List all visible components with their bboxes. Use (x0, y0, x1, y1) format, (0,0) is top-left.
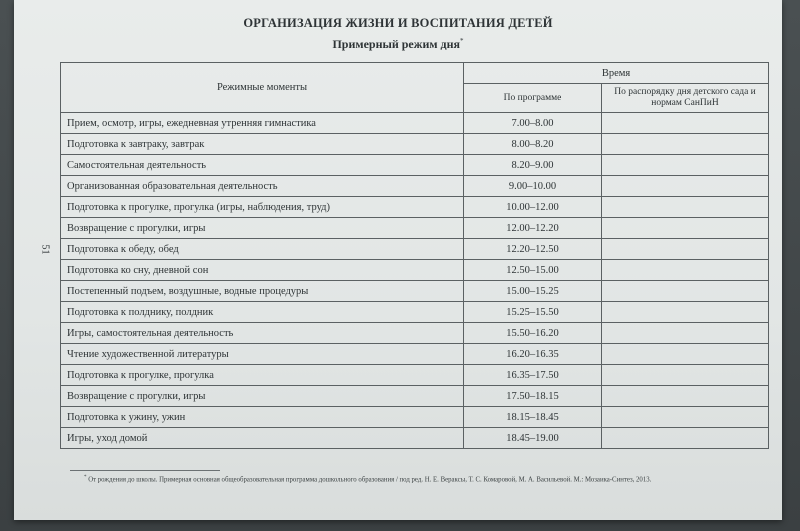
program-time-cell: 8.00–8.20 (464, 134, 602, 155)
program-time-cell: 12.50–15.00 (464, 260, 602, 281)
sanpin-time-cell (602, 113, 769, 134)
program-time-cell: 9.00–10.00 (464, 176, 602, 197)
sanpin-time-cell (602, 260, 769, 281)
regime-moment-cell: Подготовка ко сну, дневной сон (61, 260, 464, 281)
table-row (61, 344, 769, 365)
program-time-cell: 15.50–16.20 (464, 323, 602, 344)
program-time-cell: 12.00–12.20 (464, 218, 602, 239)
table-row (61, 302, 769, 323)
program-time-cell: 7.00–8.00 (464, 113, 602, 134)
program-time-cell: 16.35–17.50 (464, 365, 602, 386)
program-time-cell: 15.00–15.25 (464, 281, 602, 302)
footnote (84, 475, 744, 483)
schedule-table (60, 62, 769, 449)
header-moments: Режимные моменты (61, 63, 464, 113)
table-row (61, 134, 769, 155)
sanpin-time-cell (602, 176, 769, 197)
program-time-cell: 16.20–16.35 (464, 344, 602, 365)
footnote-mark: * (84, 475, 87, 480)
regime-moment-cell: Подготовка к завтраку, завтрак (61, 134, 464, 155)
sanpin-time-cell (602, 281, 769, 302)
sanpin-time-cell (602, 155, 769, 176)
footnote-divider (70, 470, 220, 471)
program-time-cell: 15.25–15.50 (464, 302, 602, 323)
regime-moment-cell: Прием, осмотр, игры, ежедневная утренняя гимнастика (61, 113, 464, 134)
regime-moment-cell: Постепенный подъем, воздушные, водные процедуры (61, 281, 464, 302)
regime-moment-cell: Организованная образовательная деятельность (61, 176, 464, 197)
program-time-cell: 12.20–12.50 (464, 239, 602, 260)
regime-moment-cell: Подготовка к обеду, обед (61, 239, 464, 260)
regime-moment-cell: Игры, уход домой (61, 428, 464, 449)
regime-moment-cell: Возвращение с прогулки, игры (61, 218, 464, 239)
table-row (61, 239, 769, 260)
program-time-cell: 18.45–19.00 (464, 428, 602, 449)
table-row (61, 365, 769, 386)
regime-moment-cell: Подготовка к ужину, ужин (61, 407, 464, 428)
sanpin-time-cell (602, 134, 769, 155)
program-time-cell: 8.20–9.00 (464, 155, 602, 176)
sanpin-time-cell (602, 239, 769, 260)
sanpin-time-cell (602, 323, 769, 344)
footnote-text: От рождения до школы. Примерная основная общеобразовательная программа дошкольного образования / под ред. Н. Е. Вераксы, Т. С. Комаровой, М. А. Васильевой. М.: Мозаика-Синтез, 2013. (88, 476, 652, 484)
page-number: 51 (39, 244, 51, 255)
table-row (61, 428, 769, 449)
program-time-cell: 17.50–18.15 (464, 386, 602, 407)
regime-moment-cell: Игры, самостоятельная деятельность (61, 323, 464, 344)
program-time-cell: 18.15–18.45 (464, 407, 602, 428)
table-row (61, 323, 769, 344)
regime-moment-cell: Чтение художественной литературы (61, 344, 464, 365)
table-row (61, 113, 769, 134)
sanpin-time-cell (602, 197, 769, 218)
sanpin-time-cell (602, 407, 769, 428)
table-row (61, 281, 769, 302)
table-row (61, 218, 769, 239)
sanpin-time-cell (602, 386, 769, 407)
header-sanpin: По распорядку дня детского сада и нормам СанПиН (602, 84, 769, 113)
page-subtitle (14, 37, 782, 52)
regime-moment-cell: Подготовка к полднику, полдник (61, 302, 464, 323)
sanpin-time-cell (602, 302, 769, 323)
regime-moment-cell: Возвращение с прогулки, игры (61, 386, 464, 407)
table-row (61, 155, 769, 176)
sanpin-time-cell (602, 428, 769, 449)
header-program: По программе (464, 84, 602, 113)
regime-moment-cell: Подготовка к прогулке, прогулка (игры, наблюдения, труд) (61, 197, 464, 218)
subtitle-footnote-mark: * (460, 37, 464, 45)
page-title: ОРГАНИЗАЦИЯ ЖИЗНИ И ВОСПИТАНИЯ ДЕТЕЙ (243, 16, 553, 30)
subtitle-text: Примерный режим дня (332, 37, 461, 51)
program-time-cell: 10.00–12.00 (464, 197, 602, 218)
sanpin-time-cell (602, 218, 769, 239)
schedule-rows (61, 113, 769, 449)
sanpin-time-cell (602, 365, 769, 386)
regime-moment-cell: Самостоятельная деятельность (61, 155, 464, 176)
header-time: Время (464, 63, 769, 84)
regime-moment-cell: Подготовка к прогулке, прогулка (61, 365, 464, 386)
table-row (61, 407, 769, 428)
document-page (14, 0, 782, 520)
table-row (61, 386, 769, 407)
sanpin-time-cell (602, 344, 769, 365)
table-row (61, 176, 769, 197)
table-row (61, 197, 769, 218)
table-row (61, 260, 769, 281)
table-header-row (61, 63, 769, 84)
